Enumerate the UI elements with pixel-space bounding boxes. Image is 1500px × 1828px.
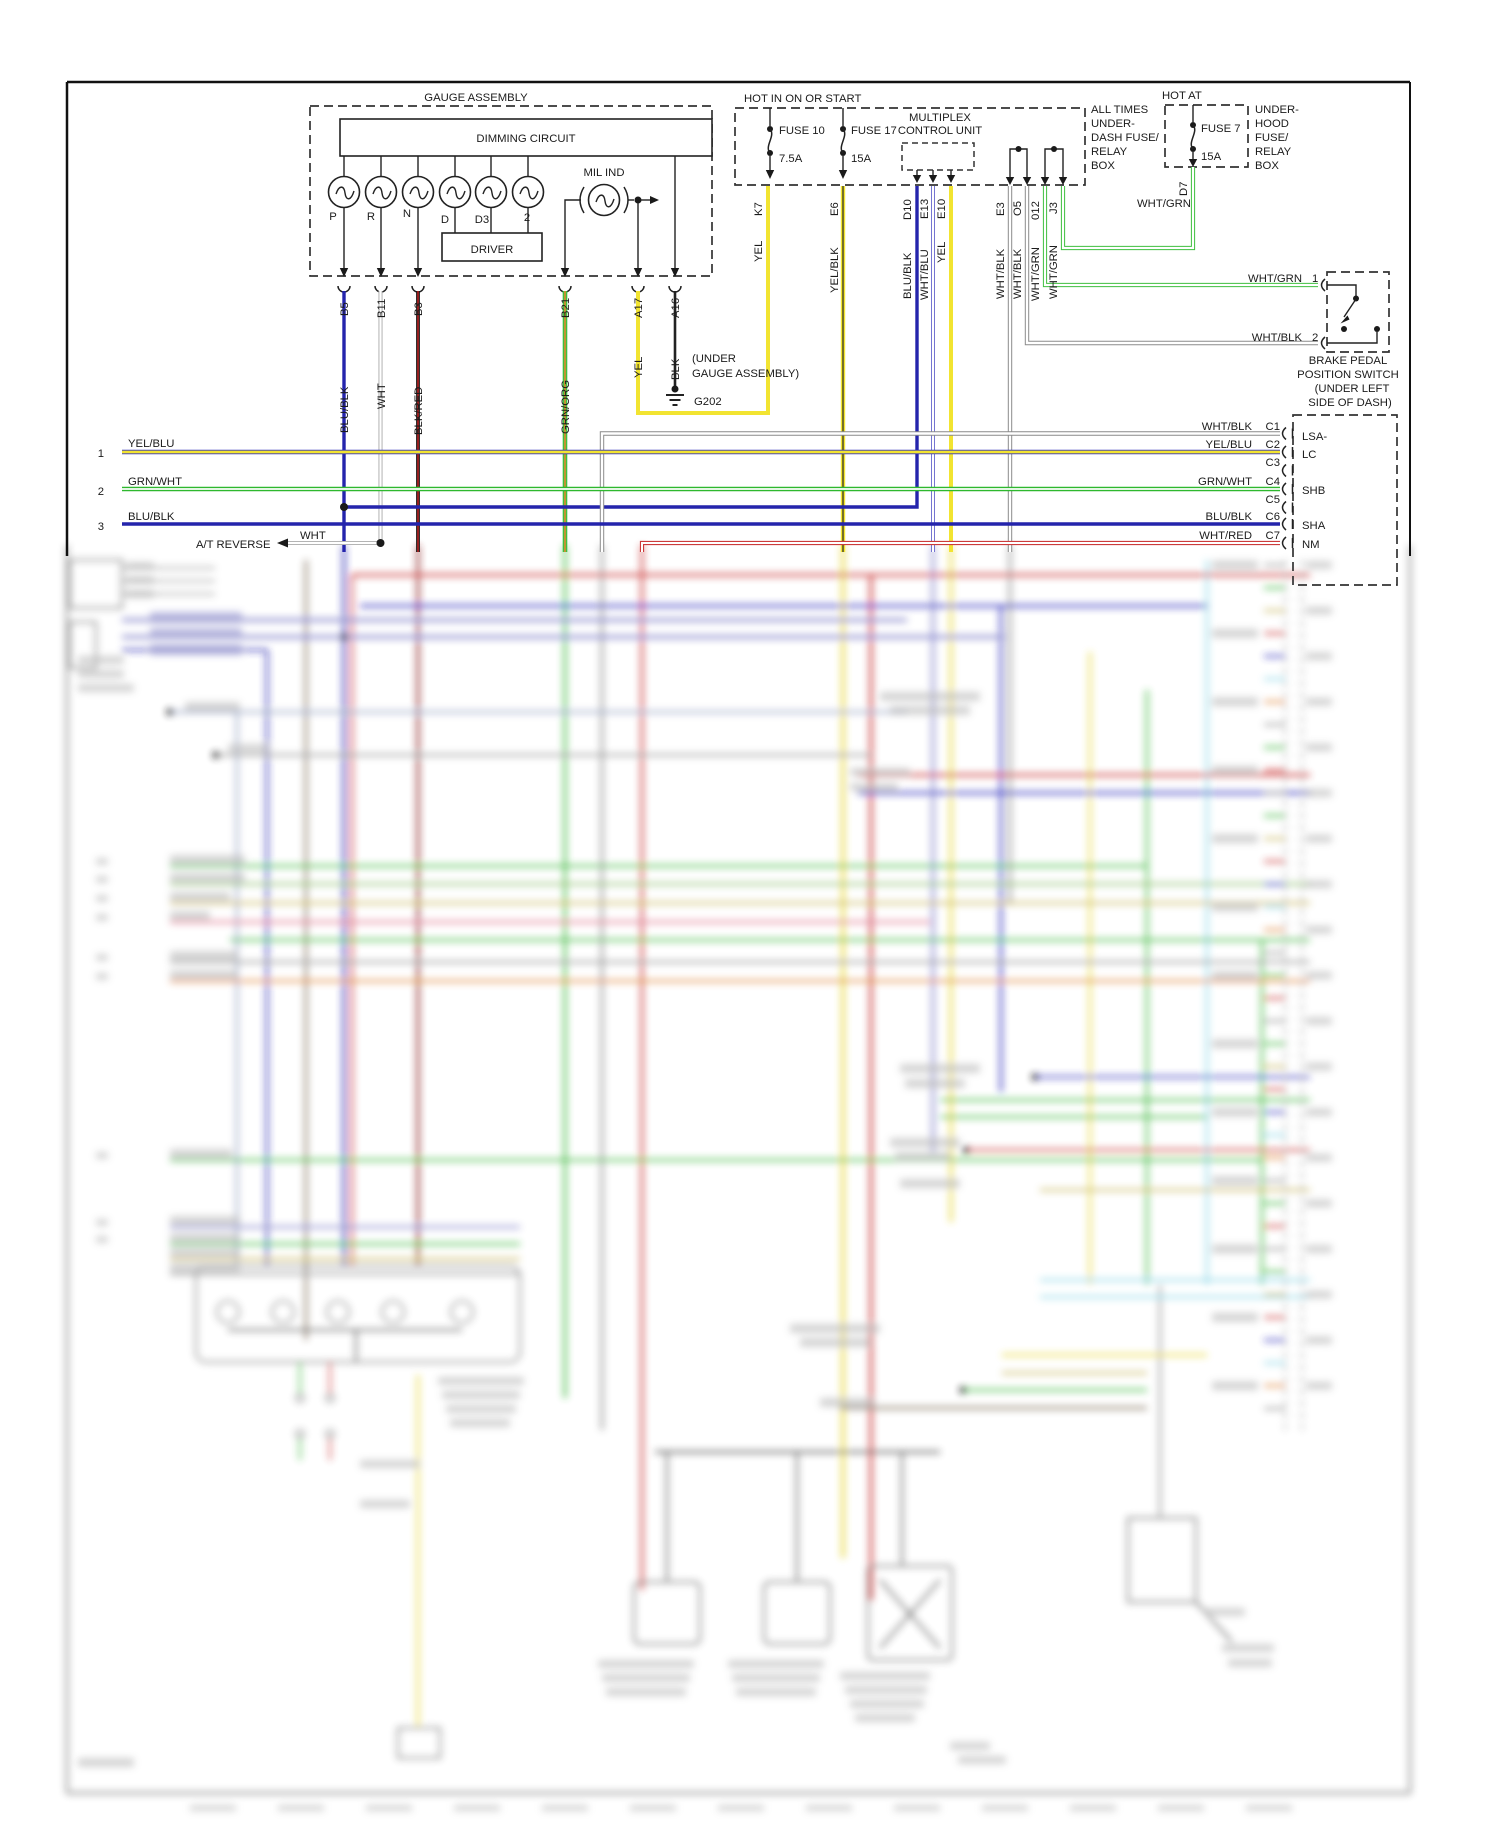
- diagram-label: WHT/BLK: [995, 248, 1007, 299]
- diagram-label: FUSE 10: [779, 125, 825, 137]
- diagram-label: D10: [902, 199, 914, 220]
- diagram-label: B11: [376, 298, 388, 318]
- diagram-label: C7: [1265, 530, 1280, 542]
- diagram-label: 1: [97, 448, 104, 460]
- blurred-label-blob: [1306, 1291, 1332, 1299]
- diagram-label: HOT AT: [1162, 90, 1202, 102]
- blurred-label-blob: [1306, 652, 1332, 660]
- diagram-label: BLU/BLK: [902, 252, 914, 299]
- blurred-label-blob: [1306, 743, 1332, 751]
- diagram-label: YEL: [633, 356, 645, 378]
- diagram-label: J3: [1048, 202, 1060, 214]
- diagram-label: E13: [919, 198, 931, 219]
- blurred-label-blob: [1212, 629, 1258, 638]
- diagram-label: E6: [829, 202, 841, 216]
- blurred-footer-dash: [366, 1805, 412, 1811]
- diagram-label: LSA-: [1302, 431, 1328, 443]
- diagram-label: B5: [339, 302, 351, 316]
- pcm-connector: [1283, 415, 1398, 585]
- diagram-label: WHT/GRN: [1048, 245, 1060, 299]
- diagram-label: B21: [560, 297, 572, 318]
- diagram-label: POSITION SWITCH: [1297, 369, 1399, 381]
- diagram-label: D7: [1178, 181, 1190, 196]
- blurred-footer-dash: [982, 1805, 1028, 1811]
- diagram-label: DRIVER: [470, 244, 514, 256]
- blurred-label-blob: [1306, 607, 1332, 615]
- diagram-label: ALL TIMES: [1091, 104, 1149, 116]
- blurred-label-blob: [1306, 1245, 1332, 1253]
- multiplex-control-unit-box: [902, 143, 974, 170]
- diagram-label: DIMMING CIRCUIT: [476, 133, 576, 145]
- diagram-label: YEL/BLU: [128, 438, 175, 450]
- blurred-footer-marks: [190, 1805, 1292, 1811]
- diagram-label: WHT/GRN: [1137, 198, 1191, 210]
- mil-indicator-icon: [580, 185, 628, 216]
- blurred-label-blob: [1212, 1039, 1258, 1048]
- blurred-label-blob: [1306, 926, 1332, 934]
- diagram-label: FUSE 7: [1201, 123, 1241, 135]
- diagram-label: UNDER-: [1255, 104, 1299, 116]
- diagram-label: 15A: [851, 153, 872, 165]
- diagram-label: C2: [1265, 439, 1280, 451]
- diagram-label: B3: [413, 302, 425, 316]
- diagram-label: G202: [694, 396, 722, 408]
- diagram-label: BOX: [1091, 160, 1115, 172]
- diagram-label: WHT/RED: [1199, 530, 1252, 542]
- blurred-label-blob: [1212, 1108, 1258, 1117]
- diagram-label: WHT/BLK: [1012, 248, 1024, 299]
- diagram-label: BRAKE PEDAL: [1308, 355, 1388, 367]
- diagram-label: 3: [97, 521, 104, 533]
- blurred-label-blob: [1212, 1176, 1258, 1185]
- diagram-label: YEL: [753, 240, 765, 262]
- blurred-label-blob: [1212, 834, 1258, 843]
- diagram-label: (UNDER: [692, 353, 736, 365]
- fuse-17-icon: [839, 108, 847, 179]
- diagram-label: O5: [1012, 200, 1024, 216]
- diagram-label: C5: [1265, 494, 1280, 506]
- diagram-label: SHA: [1302, 520, 1326, 532]
- diagram-label: C4: [1265, 476, 1280, 488]
- blurred-label-blob: [1212, 903, 1258, 912]
- blurred-label-blob: [1212, 697, 1258, 706]
- blurred-label-blob: [1212, 1313, 1258, 1322]
- brake-pedal-position-switch: [1322, 272, 1390, 352]
- gauge-exit-pins: [338, 268, 681, 292]
- diagram-label: GAUGE ASSEMBLY): [692, 368, 800, 380]
- diagram-label: D: [440, 214, 450, 226]
- blurred-label-blob: [1306, 1017, 1332, 1025]
- blurred-label-blob: [1212, 561, 1258, 570]
- blurred-footer-dash: [542, 1805, 588, 1811]
- blurred-label-blob: [1212, 1381, 1258, 1390]
- diagram-label: C6: [1265, 511, 1280, 523]
- diagram-label: GRN/ORG: [560, 380, 572, 434]
- diagram-label: WHT/BLK: [1251, 332, 1302, 344]
- diagram-labels: [98, 90, 1399, 551]
- diagram-label: RELAY: [1255, 146, 1292, 158]
- diagram-label: K7: [753, 202, 765, 216]
- diagram-label: SHB: [1302, 485, 1326, 497]
- blurred-label-blob: [1306, 698, 1332, 706]
- diagram-label: E10: [936, 198, 948, 219]
- diagram-label: N: [402, 208, 412, 220]
- diagram-label: WHT/BLU: [919, 249, 931, 300]
- diagram-label: BLK/RED: [413, 386, 425, 435]
- blurred-footer-dash: [718, 1805, 764, 1811]
- diagram-label: WHT/BLK: [1201, 421, 1252, 433]
- diagram-label: BOX: [1255, 160, 1279, 172]
- diagram-label: UNDER-: [1091, 118, 1135, 130]
- blurred-label-blob: [1306, 835, 1332, 843]
- diagram-label: A16: [670, 297, 682, 318]
- diagram-label: WHT/GRN: [1248, 273, 1302, 285]
- diagram-label: HOT IN ON OR START: [744, 93, 862, 105]
- blurred-label-blob: [1306, 1336, 1332, 1344]
- diagram-label: MULTIPLEX: [909, 112, 971, 124]
- diagram-label: NM: [1302, 539, 1320, 551]
- diagram-label: C3: [1265, 457, 1280, 469]
- indicator-bulb-icons: [329, 177, 544, 208]
- diagram-label: 15A: [1201, 151, 1222, 163]
- fuse-10-icon: [766, 108, 774, 179]
- blurred-footer-dash: [630, 1805, 676, 1811]
- diagram-label: GAUGE ASSEMBLY: [424, 92, 528, 104]
- diagram-label: YEL/BLU: [1205, 439, 1252, 451]
- diagram-label: BLU/BLK: [1205, 511, 1252, 523]
- diagram-label: (UNDER LEFT: [1314, 383, 1390, 395]
- blurred-label-blob: [1306, 1382, 1332, 1390]
- blurred-footer-dash: [894, 1805, 940, 1811]
- blurred-footer-dash: [1246, 1805, 1292, 1811]
- diagram-label: FUSE 17: [851, 125, 897, 137]
- diagram-label: WHT: [300, 530, 326, 542]
- blurred-label-blob: [1306, 1108, 1332, 1116]
- blurred-connector-stubs: [1212, 561, 1332, 1409]
- blurred-footer-dash: [278, 1805, 324, 1811]
- blurred-footer-dash: [806, 1805, 852, 1811]
- fuse-7-icon: [1189, 105, 1197, 167]
- diagram-label: 7.5A: [779, 153, 803, 165]
- diagram-label: WHT/GRN: [1030, 247, 1042, 301]
- sharp-upper-section: [67, 82, 1410, 585]
- blurred-label-blob: [1306, 561, 1332, 569]
- diagram-label: MIL IND: [583, 167, 625, 179]
- wire-d10-blu-blk: [344, 186, 917, 507]
- blurred-label-blob: [1306, 1199, 1332, 1207]
- diagram-label: GRN/WHT: [128, 476, 182, 488]
- diagram-label: HOOD: [1255, 118, 1289, 130]
- diagram-label: 2: [523, 212, 531, 224]
- blurred-label-blob: [1306, 1154, 1332, 1162]
- diagram-label: C1: [1265, 421, 1280, 433]
- diagram-label: DASH FUSE/: [1091, 132, 1159, 144]
- diagram-label: CONTROL UNIT: [897, 125, 983, 137]
- diagram-label: A17: [633, 297, 645, 318]
- diagram-label: LC: [1302, 449, 1317, 461]
- diagram-label: 2: [1312, 332, 1319, 344]
- blurred-label-blob: [1306, 1063, 1332, 1071]
- diagram-label: BLU/BLK: [128, 511, 175, 523]
- diagram-label: 012: [1030, 201, 1042, 220]
- diagram-label: SIDE OF DASH): [1308, 397, 1392, 409]
- blurred-label-blob: [1212, 971, 1258, 980]
- blurred-label-blob: [1306, 880, 1332, 888]
- diagram-label: YEL/BLK: [829, 247, 841, 293]
- blurred-label-blob: [1306, 789, 1332, 797]
- diagram-label: FUSE/: [1255, 132, 1289, 144]
- diagram-label: D3: [474, 214, 490, 226]
- diagram-label: A/T REVERSE: [196, 539, 271, 551]
- diagram-label: BLK: [670, 358, 682, 380]
- pcm-connector-pin-icons: [1283, 428, 1293, 550]
- diagram-label: BLU/BLK: [339, 386, 351, 433]
- wire-c7-wht-red: [642, 543, 1280, 552]
- diagram-label: P: [329, 211, 337, 223]
- blurred-lower-section: [67, 545, 1410, 1811]
- diagram-label: R: [366, 211, 376, 223]
- blurred-footer-dash: [454, 1805, 500, 1811]
- blurred-footer-dash: [1158, 1805, 1204, 1811]
- blurred-label-blob: [1212, 1245, 1258, 1254]
- diagram-label: WHT: [376, 383, 388, 409]
- at-reverse-arrow-icon: [277, 539, 288, 548]
- diagram-label: YEL: [936, 241, 948, 263]
- diagram-label: GRN/WHT: [1198, 476, 1252, 488]
- diagram-label: RELAY: [1091, 146, 1128, 158]
- diagram-label: 1: [1312, 273, 1319, 285]
- blurred-footer-dash: [1070, 1805, 1116, 1811]
- blurred-footer-dash: [190, 1805, 236, 1811]
- blurred-label-blob: [1306, 971, 1332, 979]
- diagram-label: 2: [97, 486, 104, 498]
- diagram-label: E3: [995, 202, 1007, 216]
- blurred-label-blob: [1212, 766, 1258, 775]
